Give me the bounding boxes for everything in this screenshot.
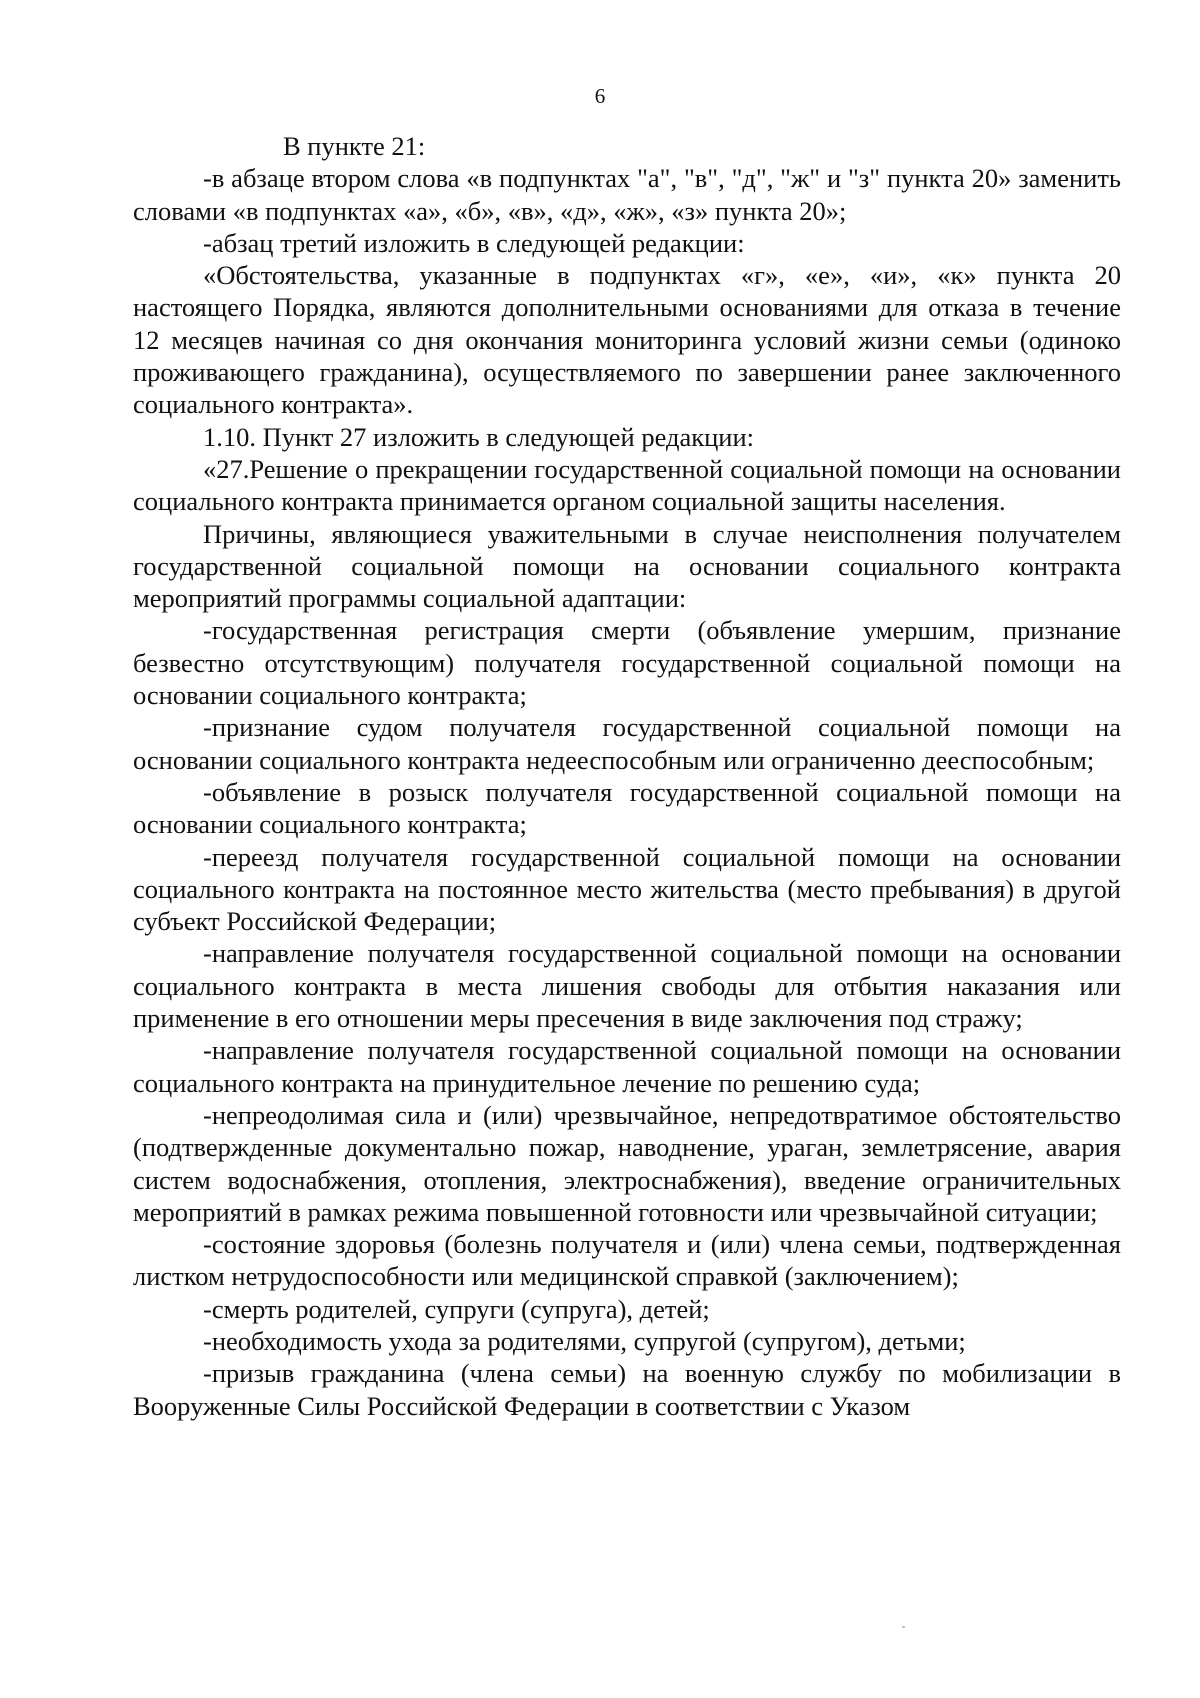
list-item-mobilization: -призыв гражданина (члена семьи) на военную службу по мобилизации в Вооруженные Силы Российской Федерации в соответствии с Указом <box>133 1358 1121 1421</box>
page-number: 6 <box>594 84 606 108</box>
list-item-death-registration: -государственная регистрация смерти (объявление умершим, признание безвестно отсутствующим) получателя государственной социальной помощи на основании социального контракта; <box>133 615 1121 711</box>
paragraph-valid-reasons-intro: Причины, являющиеся уважительными в случае неисполнения получателем государственной социальной помощи на основании социального контракта мероприятий программы социальной адаптации: <box>133 518 1121 614</box>
paragraph-point-27-decision: «27.Решение о прекращении государственной социальной помощи на основании социального контракта принимается органом социальной защиты населения. <box>133 453 1121 517</box>
document-body <box>133 130 1121 1422</box>
list-item-relocation: -переезд получателя государственной социальной помощи на основании социального контракта на постоянное место жительства (место пребывания) в другой субъект Российской Федерации; <box>133 841 1121 937</box>
paragraph-point-21-heading: В пункте 21: <box>283 131 426 161</box>
list-item-compulsory-treatment: -направление получателя государственной социальной помощи на основании социального контракта на принудительное лечение по решению суда; <box>133 1035 1121 1098</box>
paragraph-third-abzac-intro: -абзац третий изложить в следующей редакции: <box>203 227 745 258</box>
paragraph-point-1-10: 1.10. Пункт 27 изложить в следующей редакции: <box>203 421 755 452</box>
list-item-wanted-list: -объявление в розыск получателя государственной социальной помощи на основании социального контракта; <box>133 776 1121 840</box>
list-item-care-for-relatives: -необходимость ухода за родителями, супругой (супругом), детьми; <box>203 1325 966 1356</box>
list-item-death-of-relatives: -смерть родителей, супруги (супруга), детей; <box>203 1293 710 1324</box>
list-item-force-majeure: -непреодолимая сила и (или) чрезвычайное, непредотвратимое обстоятельство (подтвержденные документально пожар, наводнение, ураган, землетрясение, авария систем водоснабжения, отопления, электроснабжения), введение ограничительных мероприятий в рамках режима повышенной готовности или чрезвычайной ситуации; <box>133 1099 1121 1227</box>
paragraph-circumstances: «Обстоятельства, указанные в подпунктах «г», «е», «и», «к» пункта 20 настоящего Порядка, являются дополнительными основаниями для отказа в течение 12 месяцев начиная со дня окончания мониторинга условий жизни семьи (одиноко проживающего гражданина), осуществляемого по завершении ранее заключенного социального контракта». <box>133 260 1121 420</box>
list-item-court-incapacity: -признание судом получателя государственной социальной помощи на основании социального контракта недееспособным или ограниченно дееспособным; <box>133 712 1121 775</box>
list-item-imprisonment: -направление получателя государственной социальной помощи на основании социального контракта в места лишения свободы для отбытия наказания или применение в его отношении меры пресечения в виде заключения под стражу; <box>133 938 1121 1034</box>
paragraph-amend-second-abzac: -в абзаце втором слова «в подпунктах "а", "в", "д", "ж" и "з" пункта 20» заменить словами «в подпунктах «а», «б», «в», «д», «ж», «з» пункта 20»; <box>133 163 1121 226</box>
list-item-health-condition: -состояние здоровья (болезнь получателя и (или) члена семьи, подтвержденная листком нетрудоспособности или медицинской справкой (заключением); <box>133 1229 1121 1292</box>
scan-artifact <box>902 1626 905 1628</box>
